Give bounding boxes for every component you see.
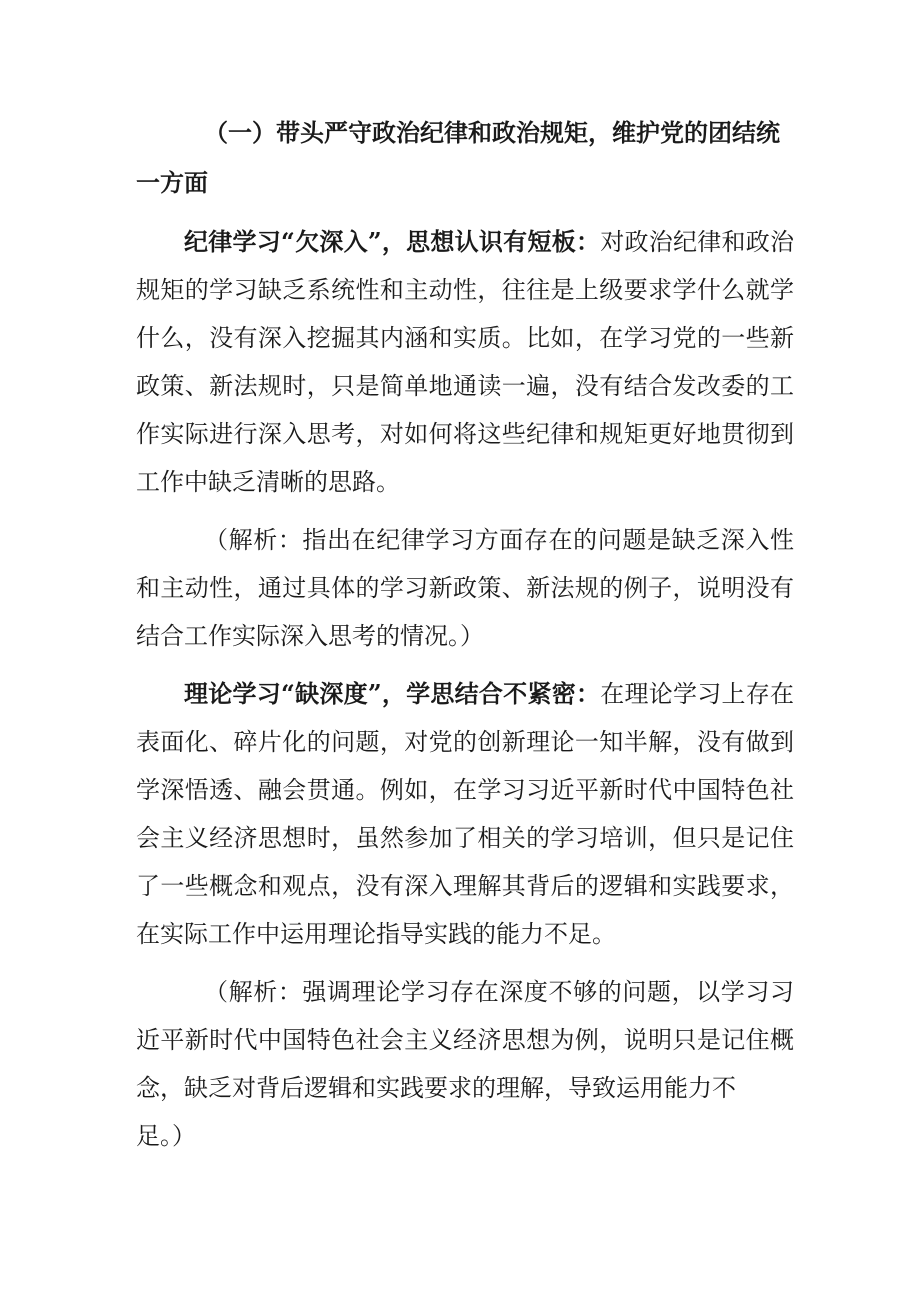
item-1-lead: 纪律学习“欠深入”，思想认识有短板： — [184, 227, 601, 256]
item-1-analysis: （解析：指出在纪律学习方面存在的问题是缺乏深入性和主动性，通过具体的学习新政策、新法规的例子，说明没有结合工作实际深入思考的情况。） — [136, 526, 794, 650]
item-1-paragraph — [136, 218, 794, 506]
item-2-lead: 理论学习“缺深度”，学思结合不紧密： — [184, 679, 601, 708]
item-2-analysis-tail: 足。） — [136, 1122, 196, 1150]
item-2-analysis — [136, 968, 794, 1160]
item-2-paragraph — [136, 670, 794, 958]
item-2-body: 在理论学习上存在表面化、碎片化的问题，对党的创新理论一知半解，没有做到学深悟透、融会贯通。例如，在学习习近平新时代中国特色社会主义经济思想时，虽然参加了相关的学习培训，但只是记住了一些概念和观点，没有深入理解其背后的逻辑和实践要求，在实际工作中运用理论指导实践的能力不足。 — [136, 680, 795, 948]
item-2-analysis-main: （解析：强调理论学习存在深度不够的问题，以学习习近平新时代中国特色社会主义经济思想为例，说明只是记住概念，缺乏对背后逻辑和实践要求的理解，导致运用能力不 — [136, 978, 794, 1102]
section-heading: （一）带头严守政治纪律和政治规矩，维护党的团结统一方面 — [136, 118, 780, 197]
item-1-body: 对政治纪律和政治规矩的学习缺乏系统性和主动性，往往是上级要求学什么就学什么，没有深入挖掘其内涵和实质。比如，在学习党的一些新政策、新法规时，只是简单地通读一遍，没有结合发改委的工作实际进行深入思考，对如何将这些纪律和规矩更好地贯彻到工作中缺乏清晰的思路。 — [136, 228, 795, 496]
